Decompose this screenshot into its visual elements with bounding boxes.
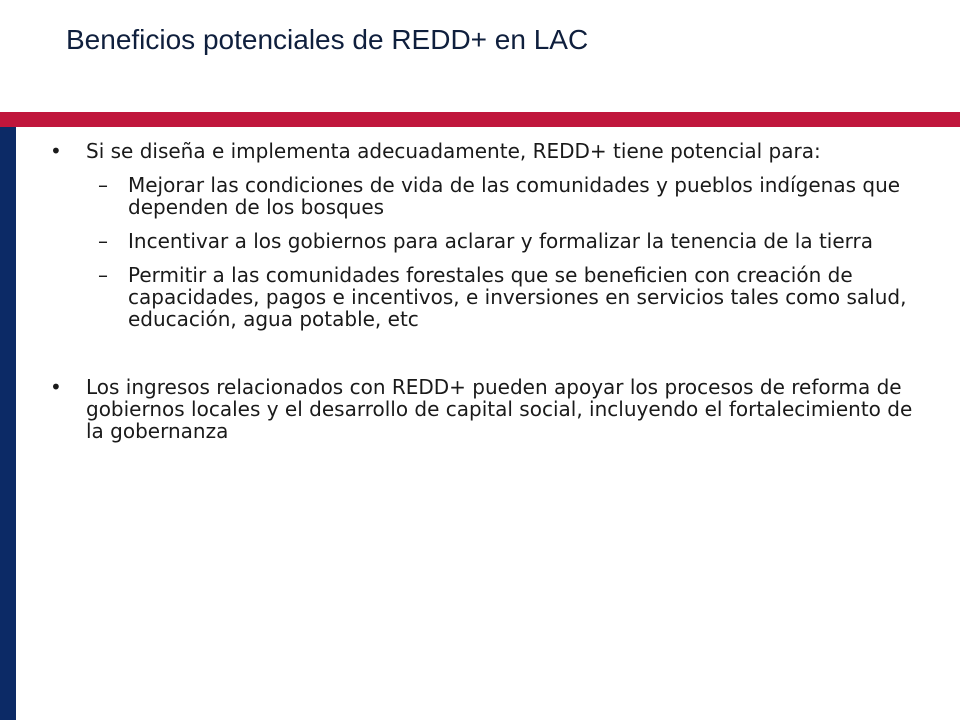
bullet-marker: • [50, 375, 62, 399]
bullet-text: Los ingresos relacionados con REDD+ pueden apoyar los procesos de reforma de gobiernos locales y el desarrollo de capital social, incluyendo el fortalecimiento de la gobernanza [86, 375, 913, 443]
sub-bullet-text: Permitir a las comunidades forestales que se beneficien con creación de capacidades, pagos e incentivos, e inversiones en servicios tales como salud, educación, agua potable, etc [128, 263, 907, 331]
bullet-text: Si se diseña e implementa adecuadamente, REDD+ tiene potencial para: [86, 139, 821, 163]
bullet-item [50, 140, 920, 162]
bullet-item [50, 376, 920, 442]
slide-title: Beneficios potenciales de REDD+ en LAC [66, 24, 589, 55]
sub-bullet-marker: – [98, 263, 108, 287]
sub-bullet-item [50, 230, 920, 252]
sub-bullet-item [50, 174, 920, 218]
sub-bullet-marker: – [98, 173, 108, 197]
sub-bullet-text: Mejorar las condiciones de vida de las comunidades y pueblos indígenas que dependen de los bosques [128, 173, 901, 219]
header-accent-bar [0, 112, 960, 127]
sub-bullet-marker: – [98, 229, 108, 253]
side-accent-bar [0, 127, 16, 720]
slide-content [50, 140, 920, 442]
sub-bullet-text: Incentivar a los gobiernos para aclarar y formalizar la tenencia de la tierra [128, 229, 874, 253]
bullet-marker: • [50, 139, 62, 163]
sub-bullet-item [50, 264, 920, 330]
